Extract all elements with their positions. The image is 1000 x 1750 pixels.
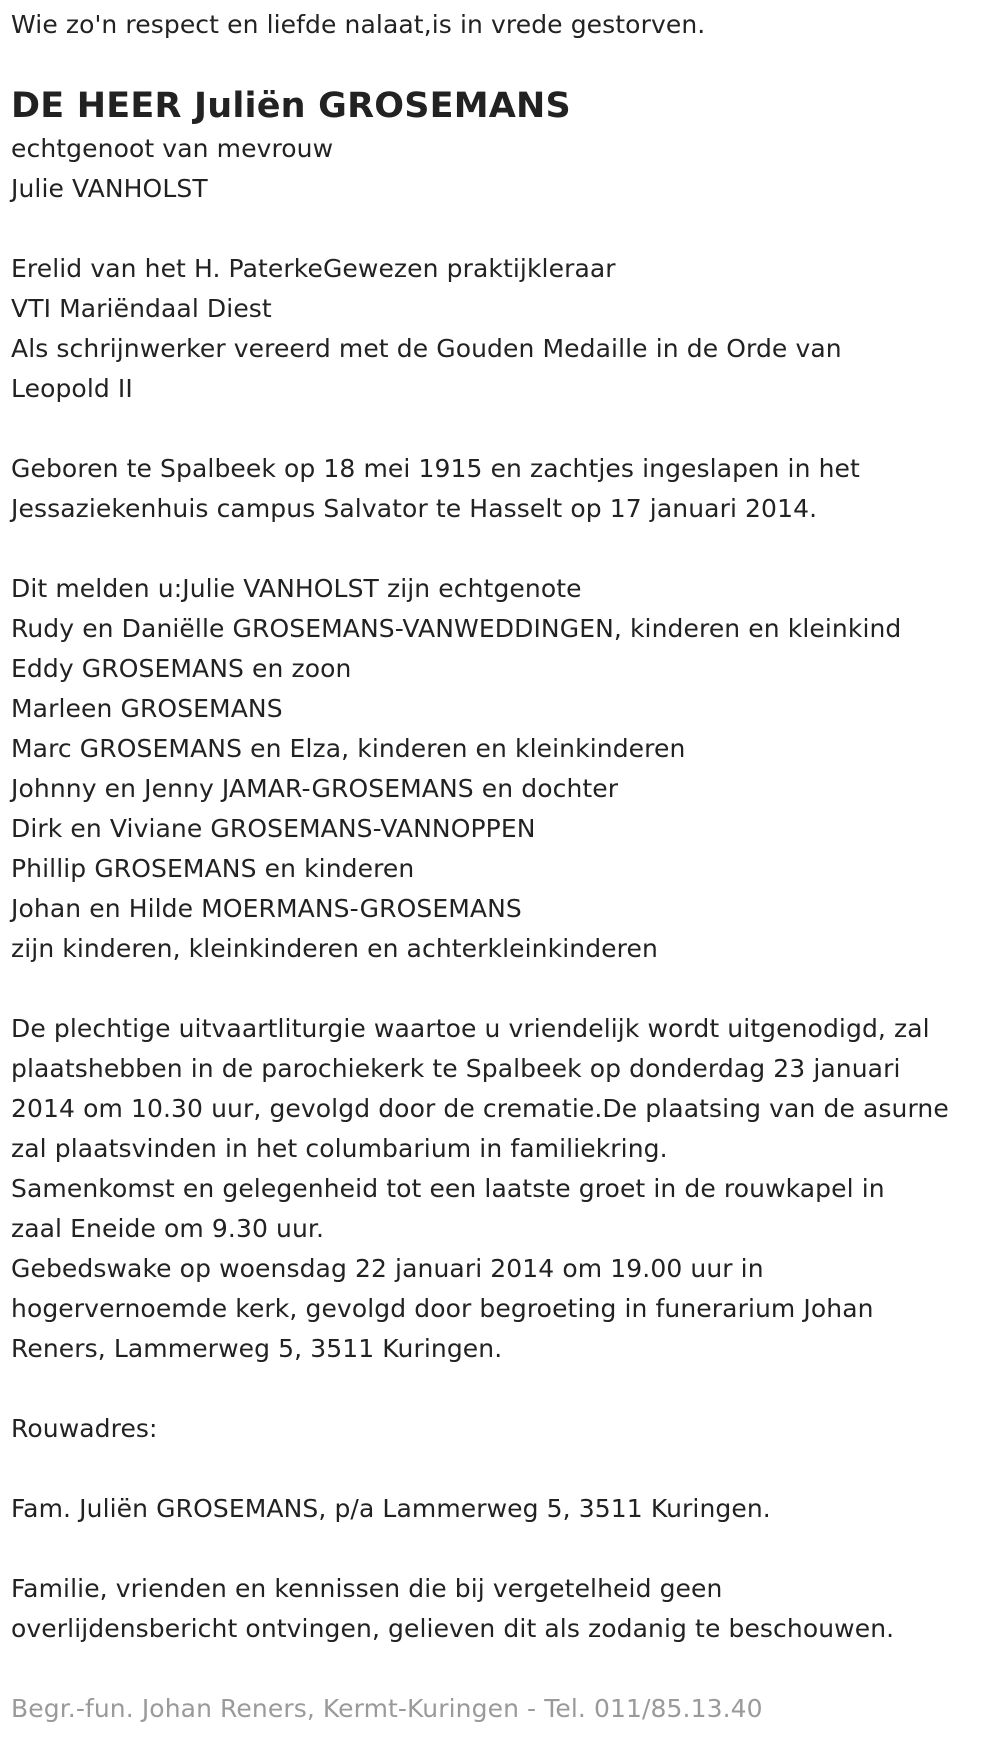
honors-line: Erelid van het H. PaterkeGewezen praktijkleraar — [11, 254, 616, 283]
spouse-line: echtgenoot van mevrouw — [11, 134, 334, 163]
spouse-line: Julie VANHOLST — [11, 174, 208, 203]
ceremony-line: Gebedswake op woensdag 22 januari 2014 om 19.00 uur in — [11, 1254, 764, 1283]
ceremony-section — [11, 1009, 996, 1369]
honors-line: Leopold II — [11, 374, 133, 403]
family-line: Eddy GROSEMANS en zoon — [11, 654, 352, 683]
mourning-address: Fam. Juliën GROSEMANS, p/a Lammerweg 5, 3511 Kuringen. — [11, 1494, 771, 1523]
birth-death-line: Jessaziekenhuis campus Salvator te Hasselt op 17 januari 2014. — [11, 494, 818, 523]
obituary-notice — [11, 0, 996, 1729]
ceremony-line: Reners, Lammerweg 5, 3511 Kuringen. — [11, 1334, 503, 1363]
address-label: Rouwadres: — [11, 1414, 158, 1443]
ceremony-line: zal plaatsvinden in het columbarium in familiekring. — [11, 1134, 668, 1163]
family-line: Marc GROSEMANS en Elza, kinderen en kleinkinderen — [11, 734, 686, 763]
ceremony-line: 2014 om 10.30 uur, gevolgd door de crematie.De plaatsing van de asurne — [11, 1094, 949, 1123]
notice-section — [11, 1569, 996, 1649]
ceremony-line: Samenkomst en gelegenheid tot een laatste groet in de rouwkapel in — [11, 1174, 885, 1203]
family-line: Johnny en Jenny JAMAR-GROSEMANS en dochter — [11, 774, 619, 803]
deceased-name: DE HEER Juliën GROSEMANS — [11, 86, 571, 126]
family-line: zijn kinderen, kleinkinderen en achterkleinkinderen — [11, 934, 658, 963]
birth-death-section — [11, 449, 996, 529]
honors-line: VTI Mariëndaal Diest — [11, 294, 272, 323]
family-line: Rudy en Daniëlle GROSEMANS-VANWEDDINGEN, kinderen en kleinkind — [11, 614, 902, 643]
notice-line: overlijdensbericht ontvingen, gelieven dit als zodanig te beschouwen. — [11, 1614, 895, 1643]
intro-quote: Wie zo'n respect en liefde nalaat,is in vrede gestorven. — [11, 10, 706, 39]
family-line: Dirk en Viviane GROSEMANS-VANNOPPEN — [11, 814, 536, 843]
honors-line: Als schrijnwerker vereerd met de Gouden Medaille in de Orde van — [11, 334, 842, 363]
ceremony-line: plaatshebben in de parochiekerk te Spalbeek op donderdag 23 januari — [11, 1054, 901, 1083]
honors-section — [11, 249, 996, 409]
family-section — [11, 569, 996, 969]
spouse-section — [11, 129, 996, 209]
ceremony-line: hogervernoemde kerk, gevolgd door begroeting in funerarium Johan — [11, 1294, 874, 1323]
ceremony-line: zaal Eneide om 9.30 uur. — [11, 1214, 325, 1243]
family-line: Dit melden u:Julie VANHOLST zijn echtgenote — [11, 574, 582, 603]
funeral-home-footer: Begr.-fun. Johan Reners, Kermt-Kuringen - Tel. 011/85.13.40 — [11, 1694, 763, 1723]
family-line: Marleen GROSEMANS — [11, 694, 283, 723]
family-line: Phillip GROSEMANS en kinderen — [11, 854, 415, 883]
birth-death-line: Geboren te Spalbeek op 18 mei 1915 en zachtjes ingeslapen in het — [11, 454, 860, 483]
family-line: Johan en Hilde MOERMANS-GROSEMANS — [11, 894, 522, 923]
notice-line: Familie, vrienden en kennissen die bij vergetelheid geen — [11, 1574, 723, 1603]
ceremony-line: De plechtige uitvaartliturgie waartoe u vriendelijk wordt uitgenodigd, zal — [11, 1014, 930, 1043]
